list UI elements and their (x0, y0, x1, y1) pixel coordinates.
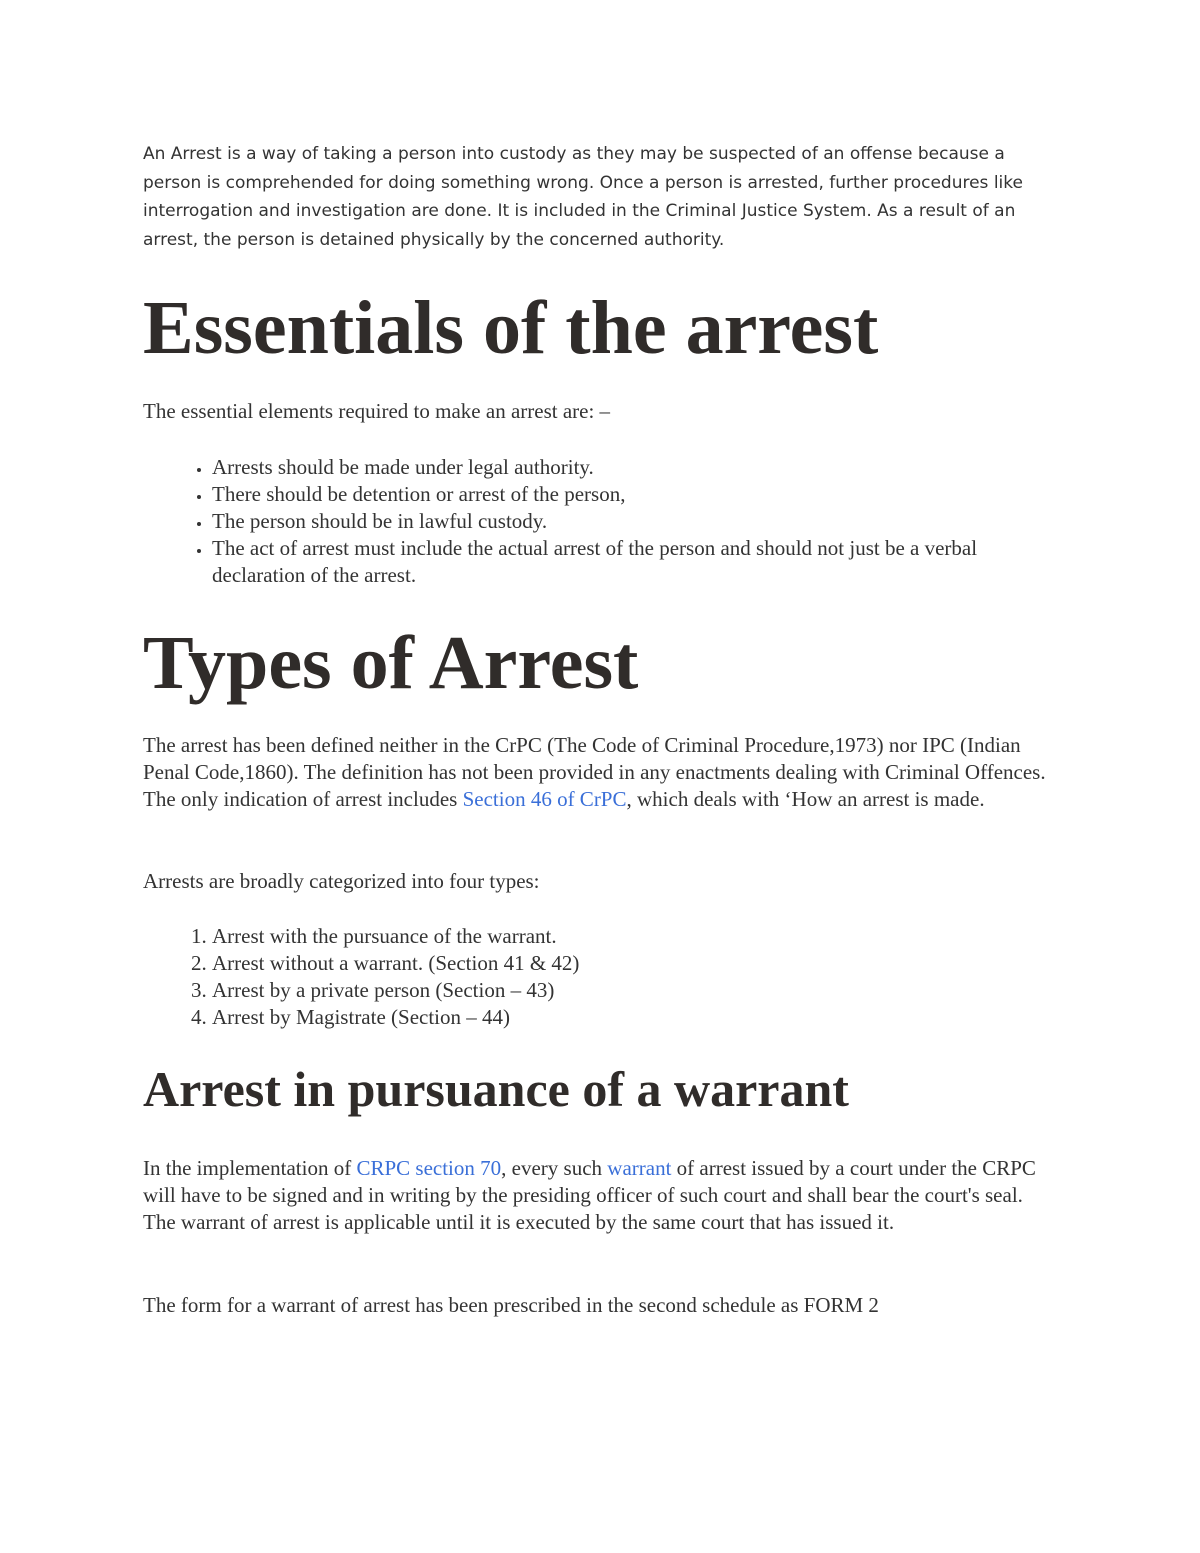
heading-types: Types of Arrest (143, 621, 639, 705)
types-list (143, 923, 1072, 1031)
types-text-start: The arrest has been defined neither in the CrPC (The Code of Criminal Procedure,1973) nor IPC (Indian Penal Code,1860). The definition has not been provided in any enactments dealing with Criminal Offences. The only indication of arrest includes (143, 733, 1046, 811)
list-item: 2. Arrest without a warrant. (Section 41 & 42) (212, 950, 1072, 977)
warrant-link[interactable]: warrant (607, 1156, 672, 1180)
list-item: 1. Arrest with the pursuance of the warrant. (212, 923, 1072, 950)
crpc-section-70-link[interactable]: CRPC section 70 (356, 1156, 502, 1180)
list-item: • The act of arrest must include the actual arrest of the person and should not just be a verbal declaration of the arrest. (212, 535, 1072, 589)
list-item: • Arrests should be made under legal authority. (212, 454, 1072, 481)
types-paragraph (143, 732, 1058, 813)
section-46-link[interactable]: Section 46 of CrPC (462, 787, 627, 811)
form-paragraph: The form for a warrant of arrest has been prescribed in the second schedule as FORM 2 (143, 1293, 879, 1317)
list-item: 3. Arrest by a private person (Section – 43) (212, 977, 1072, 1004)
list-item: • There should be detention or arrest of the person, (212, 481, 1072, 508)
heading-warrant: Arrest in pursuance of a warrant (143, 1061, 849, 1117)
types-text-end: , which deals with ‘How an arrest is made. (626, 787, 985, 811)
intro-paragraph: An Arrest is a way of taking a person into custody as they may be suspected of an offense because a person is comprehended for doing something wrong. Once a person is arrested, further procedures like interrogation and investigation are done. It is included in the Criminal Justice System. As a result of an arrest, the person is detained physically by the concerned authority. (143, 144, 1023, 250)
heading-essentials: Essentials of the arrest (143, 286, 879, 370)
list-item: • The person should be in lawful custody. (212, 508, 1072, 535)
list-item: 4. Arrest by Magistrate (Section – 44) (212, 1004, 1072, 1031)
types-lead: Arrests are broadly categorized into four types: (143, 869, 540, 893)
warrant-text-a: In the implementation of (143, 1156, 357, 1180)
warrant-text-c: of arrest issued by a court under the CRPC will have to be signed and in writing by the presiding officer of such court and shall bear the court's seal. The warrant of arrest is applicable until it is executed by the same court that has issued it. (143, 1156, 1036, 1234)
warrant-text-b: , every such (501, 1156, 608, 1180)
essentials-list (143, 454, 1072, 589)
essentials-lead: The essential elements required to make an arrest are: – (143, 399, 611, 423)
warrant-paragraph (143, 1155, 1058, 1236)
